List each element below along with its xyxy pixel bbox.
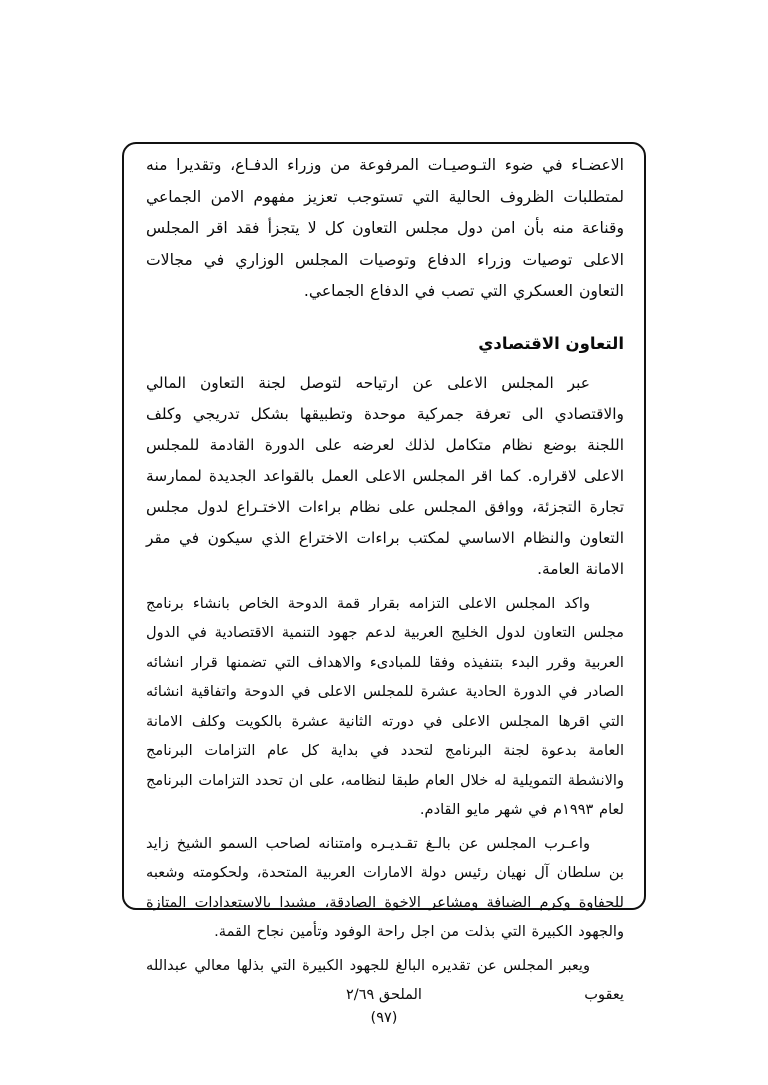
paragraph-thanks: واعـرب المجلس عن بالـغ تقـديـره وامتنانه لصاحب السمو الشيخ زايد بن سلطان آل نهيان رئيس دولة الامارات العربية المتحدة، ولحكومته وشعبه للحفاوة وكرم الضيافة ومشاعر الاخوة الصادقة، مشيدا بالاستعدادات المتازة والجهود الكبيرة التي بذلت من اجل راحة الوفود وتأمين نجاح القمة. bbox=[146, 834, 624, 940]
paragraph-economic-2: واكد المجلس الاعلى التزامه بقرار قمة الدوحة الخاص بانشاء برنامج مجلس التعاون لدول الخليج العربية لدعم جهود التنمية الاقتصادية في الدول العربية وقرر البدء بتنفيذه وفقا للمبادىء والاهداف التي تضمنها قرار انشائه الصادر في الدورة الحادية عشرة للمجلس الاعلى في الدوحة واتفاقية انشائه التي اقرها المجلس الاعلى في دورته الثانية عشرة بالكويت وكلف الامانة العامة بدعوة لجنة البرنامج لتحدد في بداية كل عام التزامات البرنامج والانشطة التمويلية له خلال العام طبقا لنظامه، على ان تحدد التزامات البرنامج لعام ١٩٩٣م في شهر مايو القادم. bbox=[146, 594, 624, 818]
page-number: (٩٧) bbox=[370, 1010, 398, 1026]
annex-label: الملحق ٢/٦٩ bbox=[346, 987, 422, 1003]
page-footer bbox=[0, 985, 768, 1028]
section-economic-1 bbox=[146, 368, 624, 585]
paragraph-economic-1: عبر المجلس الاعلى عن ارتياحه لتوصل لجنة التعاون المالي والاقتصادي الى تعرفة جمركية موحدة وتطبيقها بشكل تدريجي وكلف اللجنة بوضع نظام متكامل لذلك لعرضه على الدورة القادمة للمجلس الاعلى لاقراره. كما اقر المجلس الاعلى العمل بالقواعد الجديدة لممارسة تجارة التجزئة، ووافق المجلس على نظام براءات الاختـراع لدول مجلس التعاون والنظام الاساسي لمكتب براءات الاختراع الذي سيكون في مقر الامانة العامة. bbox=[146, 373, 624, 578]
paragraph-defense: الاعضـاء في ضوء التـوصيـات المرفوعة من وزراء الدفـاع، وتقديرا منه لمتطلبات الظروف الحالية التي تستوجب تعزيز مفهوم الامن الجماعي وقناعة منه بأن امن دول مجلس التعاون كل لا يتجزأ فقد اقر المجلس الاعلى توصيات وزراء الدفاع وتوصيات المجلس الوزاري في مجالات التعاون العسكري التي تصب في الدفاع الجماعي. bbox=[146, 156, 624, 300]
section-thanks bbox=[146, 829, 624, 947]
section-economic-2 bbox=[146, 589, 624, 825]
section-heading-economic-cooperation: التعاون الاقتصادي bbox=[478, 333, 624, 353]
section-defense bbox=[146, 150, 624, 308]
paragraph-appreciation: ويعبر المجلس عن تقديره البالغ للجهود الكبيرة التي بذلها معالي عبدالله يعقوب bbox=[146, 956, 624, 1003]
